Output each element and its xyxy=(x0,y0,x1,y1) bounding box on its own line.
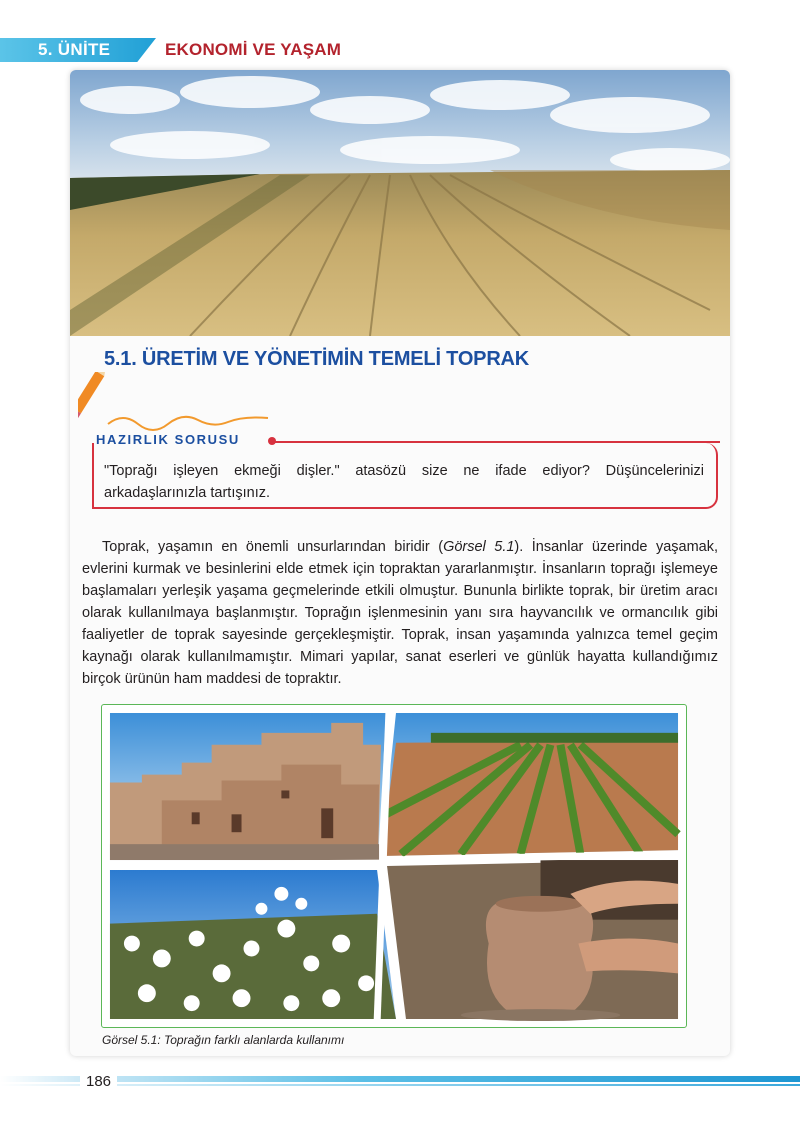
cotton-plants-photo xyxy=(110,870,396,1019)
pottery-wheel-photo xyxy=(387,860,678,1021)
footer-line-thin xyxy=(0,1084,800,1086)
figure-caption: Görsel 5.1: Toprağın farklı alanlarda kullanımı xyxy=(102,1033,345,1047)
figure-reference: Görsel 5.1 xyxy=(443,539,515,555)
figure-collage xyxy=(101,704,687,1028)
prep-question-text: "Toprağı işleyen ekmeği dişler." atasözü size ne ifade ediyor? Düşüncelerinizi arkadaşlarınızla tartışınız. xyxy=(104,463,704,501)
prep-question-label: HAZIRLIK SORUSU xyxy=(96,432,240,447)
wheat-field-photo xyxy=(70,70,730,336)
chapter-title: EKONOMİ VE YAŞAM xyxy=(165,40,342,59)
crop-rows-photo xyxy=(381,713,678,856)
unit-label: 5. ÜNİTE xyxy=(38,40,111,59)
pencil-icon xyxy=(78,372,278,434)
footer-line xyxy=(0,1076,800,1082)
adobe-houses-photo xyxy=(110,713,386,860)
page-number: 186 xyxy=(80,1073,117,1090)
section-title: 5.1. ÜRETİM VE YÖNETİMİN TEMELİ TOPRAK xyxy=(104,348,530,370)
body-paragraph: Toprak, yaşamın en önemli unsurlarından biridir (Görsel 5.1). İnsanlar üzerinde yaşamak, evlerini kurmak ve besinlerini elde etmek için topraktan yararlanmıştır. İnsanların toprağı işlemeye başlamaları yerleşik yaşama geçmelerinde etkili olmuştur. Bununla birlikte toprak, bir üretim aracı olarak kullanılmaya başlanmıştır. Toprağın işlenmesinin yanı sıra hayvancılık ve ormancılık gibi faaliyetler de toprak sayesinde gerçekleşmiştir. Toprak, insan yaşamında yalnızca temel geçim kaynağı olarak kullanılmamıştır. Mimari yapılar, sanat eserleri ve günlük hayatta kullandığımız birçok ürünün ham maddesi de topraktır. xyxy=(82,539,718,687)
